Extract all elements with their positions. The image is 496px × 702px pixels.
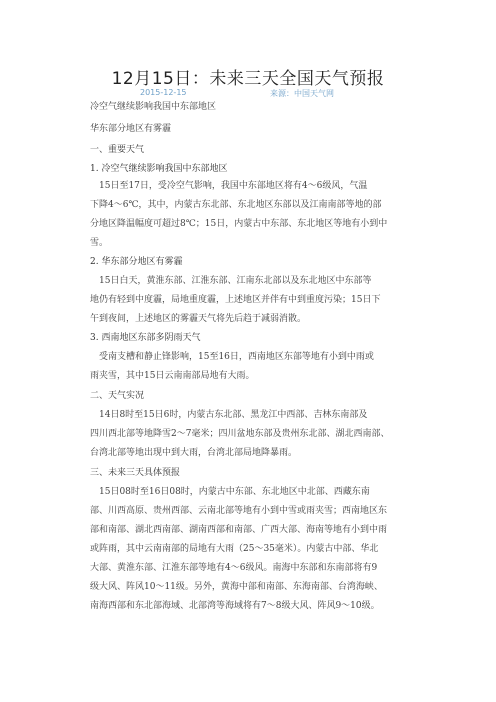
section-heading: 一、重要天气 bbox=[90, 145, 145, 155]
paragraph-line: 部和南部、湖北西南部、湖南西部和南部、广西大部、海南等地有小到中雨 bbox=[90, 525, 388, 535]
page-title: 12月15日：未来三天全国天气预报 bbox=[111, 69, 385, 89]
paragraph-line: 14日8时至15日6时，内蒙古东北部、黑龙江中西部、吉林东南部及 bbox=[90, 410, 368, 420]
paragraph-line: 台湾北部等地出现中到大雨，台湾北部局地降暴雨。 bbox=[90, 448, 298, 458]
paragraph-line: 或阵雨，其中云南南部的局地有大雨（25～35毫米）。内蒙古中部、华北 bbox=[90, 544, 379, 554]
paragraph-line: 雨夹雪，其中15日云南南部局地有大雨。 bbox=[90, 371, 255, 381]
section-heading: 二、天气实况 bbox=[90, 391, 145, 401]
paragraph-line: 雪。 bbox=[90, 238, 109, 248]
paragraph-line: 地仍有轻到中度霾，局地重度霾，上述地区并伴有中到重度污染；15日下 bbox=[90, 295, 381, 305]
paragraph-line: 15日至17日，受冷空气影响，我国中东部地区将有4～6级风，气温 bbox=[90, 181, 368, 191]
subsection-heading: 3. 西南地区东部多阴雨天气 bbox=[90, 333, 201, 343]
summary-line: 冷空气继续影响我国中东部地区 bbox=[90, 102, 217, 112]
subsection-heading: 2. 华东部分地区有雾霾 bbox=[90, 257, 183, 267]
paragraph-line: 南海西部和东北部海域、北部湾等海域将有7～8级大风、阵风9～10级。 bbox=[90, 601, 380, 611]
source-label: 来源：中国天气网 bbox=[270, 89, 334, 98]
paragraph-line: 15日白天，黄淮东部、江淮东部、江南东北部以及东北地区中东部等 bbox=[90, 276, 372, 286]
paragraph-line: 级大风、阵风10～11级。另外，黄海中部和南部、东海南部、台湾海峡、 bbox=[90, 582, 383, 592]
paragraph-line: 大部、黄淮东部、江淮东部等地有4～6级风。南海中东部和东南部将有9 bbox=[90, 563, 378, 573]
summary-line: 华东部分地区有雾霾 bbox=[90, 124, 172, 134]
publish-date: 2015-12-15 bbox=[140, 88, 187, 97]
paragraph-line: 四川西北部等地降雪2～7毫米；四川盆地东部及贵州东北部、湖北西南部、 bbox=[90, 429, 390, 439]
paragraph-line: 分地区降温幅度可超过8℃；15日，内蒙古中东部、东北地区等地有小到中 bbox=[90, 219, 388, 229]
paragraph-line: 下降4～6℃，其中，内蒙古东北部、东北地区东部以及江南南部等地的部 bbox=[90, 200, 382, 210]
section-heading: 三、未来三天具体预报 bbox=[90, 468, 181, 478]
paragraph-line: 部、川西高原、贵州西部、云南北部等地有小到中雪或雨夹雪；西南地区东 bbox=[90, 506, 388, 516]
paragraph-line: 受南支槽和静止锋影响，15至16日，西南地区东部等地有小到中雨或 bbox=[90, 352, 374, 362]
paragraph-line: 15日08时至16日08时，内蒙古中东部、东北地区中北部、西藏东南 bbox=[90, 487, 370, 497]
paragraph-line: 午到夜间，上述地区的雾霾天气将先后趋于减弱消散。 bbox=[90, 314, 307, 324]
subsection-heading: 1. 冷空气继续影响我国中东部地区 bbox=[90, 164, 228, 174]
